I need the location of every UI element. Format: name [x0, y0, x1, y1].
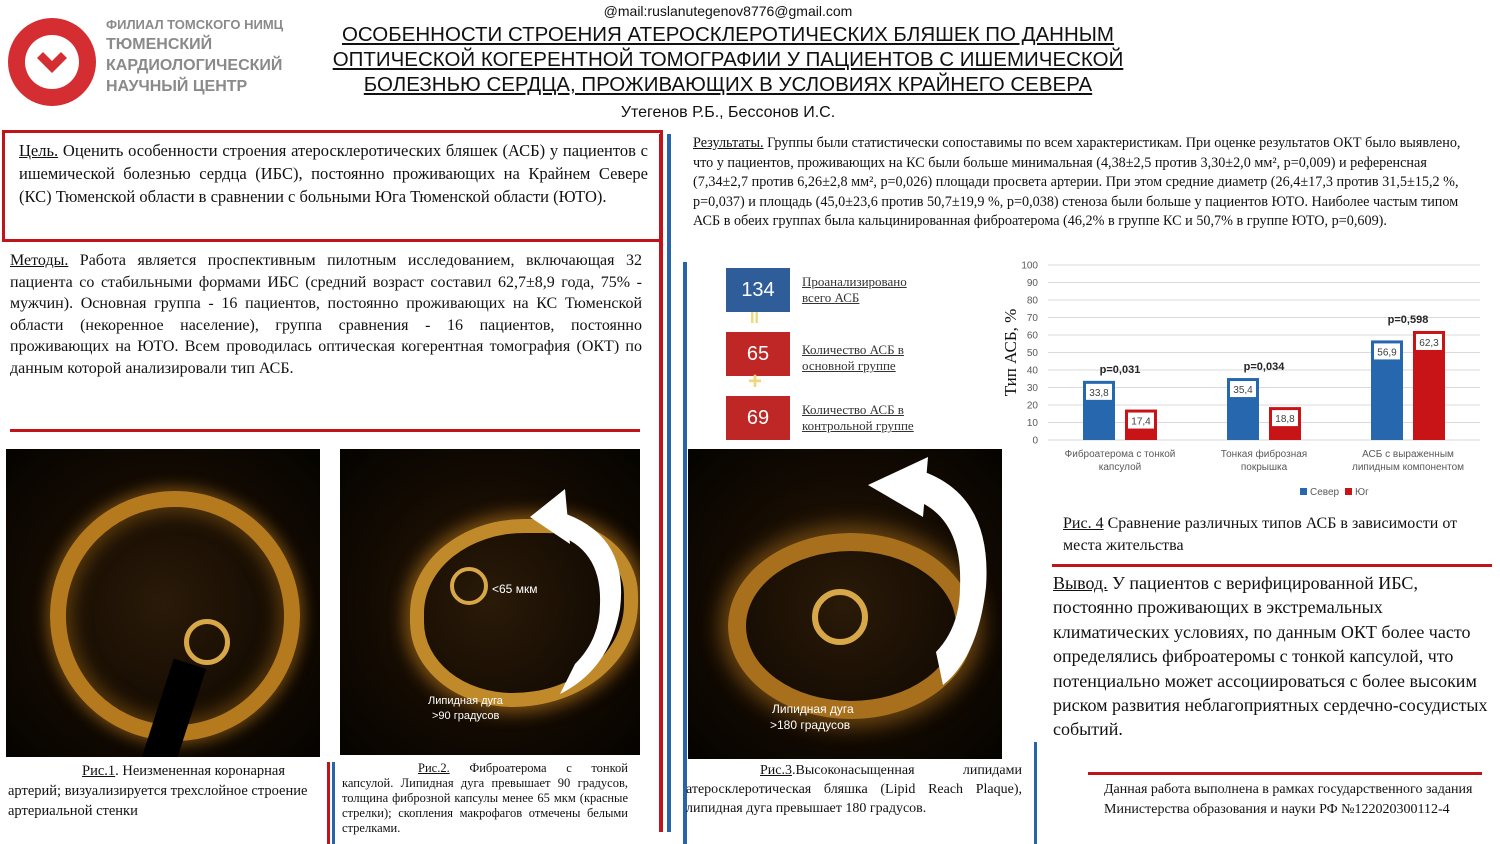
y-tick-label: 60 [1026, 330, 1038, 342]
fig1-caption [8, 761, 308, 821]
fig2-left-accent-blue [332, 762, 335, 844]
fig4-text: Сравнение различных типов АСБ в зависимости от места жительства [1063, 515, 1458, 554]
y-tick-label: 50 [1026, 348, 1038, 359]
org-line-2: ТЮМЕНСКИЙ [106, 36, 213, 53]
poster-title [300, 22, 1156, 97]
flow-main-label: Количество АСБ в основной группе [802, 342, 904, 374]
fig3-label: Рис.3 [760, 763, 792, 778]
flow-control-value: 69 [746, 406, 770, 429]
contact-email: @mail:ruslanutegenov8776@gmail.com [603, 3, 853, 19]
fig2-arc-label-2: >90 градусов [432, 710, 500, 722]
aim-label: Цель. [19, 141, 59, 160]
aim-text: Оценить особенности строения атеросклеротических бляшек (АСБ) у пациентов с ишемической болезнью сердца (ИБС), постоянно проживающих на Крайнем Севере (КС) Тюменской области в сравнении с больными Юга Тюменской области (ЮТО). [19, 141, 648, 206]
methods-text: Работа является проспективным пилотным исследованием, включающая 32 пациента со стабильными формами ИБС (средний возраст составил 62,7±8,9 года, 75% - мужчин). Основная группа - 16 пациентов, постоянно проживающих на КС Тюменской области (некоренное население), группа сравнения - 16 пациентов, постоянно проживающих на ЮТО. Всем проводилась оптическая когерентная томография (ОКТ) по данным которой анализировали тип АСБ. [10, 252, 642, 377]
flow-plus-icon: + [748, 368, 763, 395]
catheter [184, 619, 230, 665]
fig2-left-accent-red [327, 762, 330, 844]
x-category-label: АСБ с выраженным [1362, 449, 1454, 460]
flow-control-box [726, 396, 790, 440]
fig2-arc-label-1: Липидная дуга [428, 695, 503, 707]
flow-diagram [720, 262, 990, 442]
legend-swatch-юг [1345, 488, 1352, 495]
x-category-label: Фиброатерома с тонкой [1064, 449, 1176, 460]
fig2-thickness-label: <65 мкм [492, 582, 538, 596]
conclusion-block [1053, 571, 1491, 742]
results-block [693, 134, 1463, 232]
x-category-label: капсулой [1098, 462, 1142, 473]
oct-image-3 [688, 449, 1002, 759]
org-line-3: КАРДИОЛОГИЧЕСКИЙ [106, 57, 283, 74]
flow-equals-icon: II [750, 310, 759, 327]
data-label: 35,4 [1233, 385, 1253, 397]
p-value-label: p=0,034 [1243, 361, 1285, 374]
fig3-arc-label-1: Липидная дуга [772, 702, 854, 716]
authors: Утегенов Р.Б., Бессонов И.С. [620, 104, 836, 121]
results-accent-blue [683, 262, 687, 844]
white-curved-arrow-icon [530, 489, 640, 699]
y-tick-label: 70 [1026, 313, 1038, 324]
fig2-caption [342, 761, 628, 836]
legend-label: Север [1310, 487, 1340, 498]
flow-total-value: 134 [741, 278, 775, 301]
data-label: 18,8 [1275, 414, 1295, 426]
title-line-1: ОСОБЕННОСТИ СТРОЕНИЯ АТЕРОСКЛЕРОТИЧЕСКИХ БЛЯШЕК ПО ДАННЫМ [341, 23, 1115, 46]
y-tick-label: 30 [1026, 383, 1038, 394]
logo [4, 14, 100, 110]
fig3-text: .Высоконасыщенная липидами атеросклеротическая бляшка (Lipid Reach Plaque), липидная дуга превышает 180 градусов. [686, 763, 1022, 816]
fig2-label: Рис.2. [418, 761, 450, 775]
title-line-3: БОЛЕЗНЬЮ СЕРДЦА, ПРОЖИВАЮЩИХ В УСЛОВИЯХ КРАЙНЕГО СЕВЕРА [363, 73, 1093, 96]
methods-label: Методы. [10, 252, 69, 269]
p-value-label: p=0,598 [1387, 313, 1429, 326]
fig4-caption [1063, 513, 1473, 557]
conclusion-accent-blue [1034, 742, 1037, 844]
legend-swatch-север [1300, 488, 1307, 495]
flow-total-box [726, 268, 790, 312]
org-name [106, 16, 283, 97]
x-category-label: Тонкая фиброзная [1220, 449, 1308, 460]
title-line-2: ОПТИЧЕСКОЙ КОГЕРЕНТНОЙ ТОМОГРАФИИ У ПАЦИЕНТОВ С ИШЕМИЧЕСКОЙ [332, 48, 1124, 71]
fig3-arc-label-2: >180 градусов [770, 718, 851, 732]
fig2-text: Фиброатерома с тонкой капсулой. Липидная дуга превышает 90 градусов, толщина фиброзной капсулы менее 65 мкм (красные стрелки); скопления макрофагов отмечены белыми стрелками. [342, 761, 628, 835]
results-label: Результаты. [693, 135, 764, 151]
flow-total-label: Проанализировано всего АСБ [802, 274, 907, 306]
y-tick-label: 0 [1032, 435, 1038, 447]
x-category-label: липидным компонентом [1351, 462, 1465, 473]
fig1-label: Рис.1 [82, 763, 116, 779]
center-accent-red [659, 134, 663, 832]
flow-main-value: 65 [746, 342, 770, 365]
org-line-4: НАУЧНЫЙ ЦЕНТР [106, 78, 248, 95]
y-tick-label: 90 [1026, 278, 1038, 289]
aim-box [2, 130, 663, 242]
data-label: 62,3 [1419, 337, 1439, 349]
methods-block [10, 250, 642, 380]
divider-bottom [1088, 772, 1482, 775]
x-category-label: покрышка [1240, 462, 1288, 473]
conclusion-label: Вывод. [1053, 573, 1108, 593]
data-label: 56,9 [1377, 347, 1397, 359]
center-accent-blue [667, 134, 671, 832]
divider-right [1052, 564, 1492, 567]
fig4-label: Рис. 4 [1063, 515, 1104, 532]
oct-image-1 [6, 449, 320, 757]
flow-control-label: Количество АСБ в контрольной группе [802, 402, 914, 434]
y-tick-label: 100 [1021, 260, 1038, 272]
y-tick-label: 40 [1026, 365, 1038, 377]
results-text: Группы были статистически сопоставимы по всем характеристикам. При оценке результатов ОКТ было выявлено, что у пациентов, проживающих на КС были больше минимальная (4,38±2,5 против 3,30±2,0 мм², p=0,009) и референсная (7,34±2,7 против 6,26±2,8 мм², p=0,026) площади просвета артерии. При этом средние диаметр (26,4±17,3 против 31,5±15,2 %, p=0,037) и площадь (45,0±23,6 против 50,7±19,9 %, p=0,038) стеноза были больше у пациентов ЮТО. Наиболее частым типом АСБ в обеих группах была кальцинированная фиброатерома (46,2% в группе КС и 50,7% в группе ЮТО, p=0,609). [693, 135, 1461, 230]
y-axis-label: Тип АСБ, % [1001, 308, 1020, 397]
legend-label: Юг [1355, 487, 1369, 498]
divider-left [10, 429, 640, 432]
heart-check-logo-icon [4, 14, 100, 110]
p-value-label: p=0,031 [1099, 363, 1141, 376]
white-curved-arrow-icon [868, 457, 998, 687]
org-line-1: ФИЛИАЛ ТОМСКОГО НИМЦ [106, 17, 284, 32]
data-label: 17,4 [1131, 416, 1151, 428]
y-tick-label: 10 [1026, 418, 1038, 429]
funding-note: Данная работа выполнена в рамках государственного задания Министерства образования и науки РФ №122020300112-4 [1104, 782, 1473, 817]
bar-chart [1000, 255, 1490, 510]
catheter [450, 567, 488, 605]
oct-image-2 [340, 449, 640, 755]
fig1-text: . Неизмененная коронарная артерий; визуализируется трехслойное строение артериальной стенки [8, 763, 308, 819]
catheter [812, 589, 868, 645]
y-tick-label: 80 [1026, 295, 1038, 307]
conclusion-text: У пациентов с верифицированной ИБС, постоянно проживающих в экстремальных климатических условиях, по данным ОКТ более часто определялись фиброатеромы с тонкой капсулой, что потенциально может ассоциироваться с более высоким риском развития неблагоприятных сердечно-сосудистых событий. [1053, 573, 1488, 740]
fig3-caption [686, 761, 1022, 818]
data-label: 33,8 [1089, 387, 1109, 399]
y-tick-label: 20 [1026, 400, 1038, 412]
